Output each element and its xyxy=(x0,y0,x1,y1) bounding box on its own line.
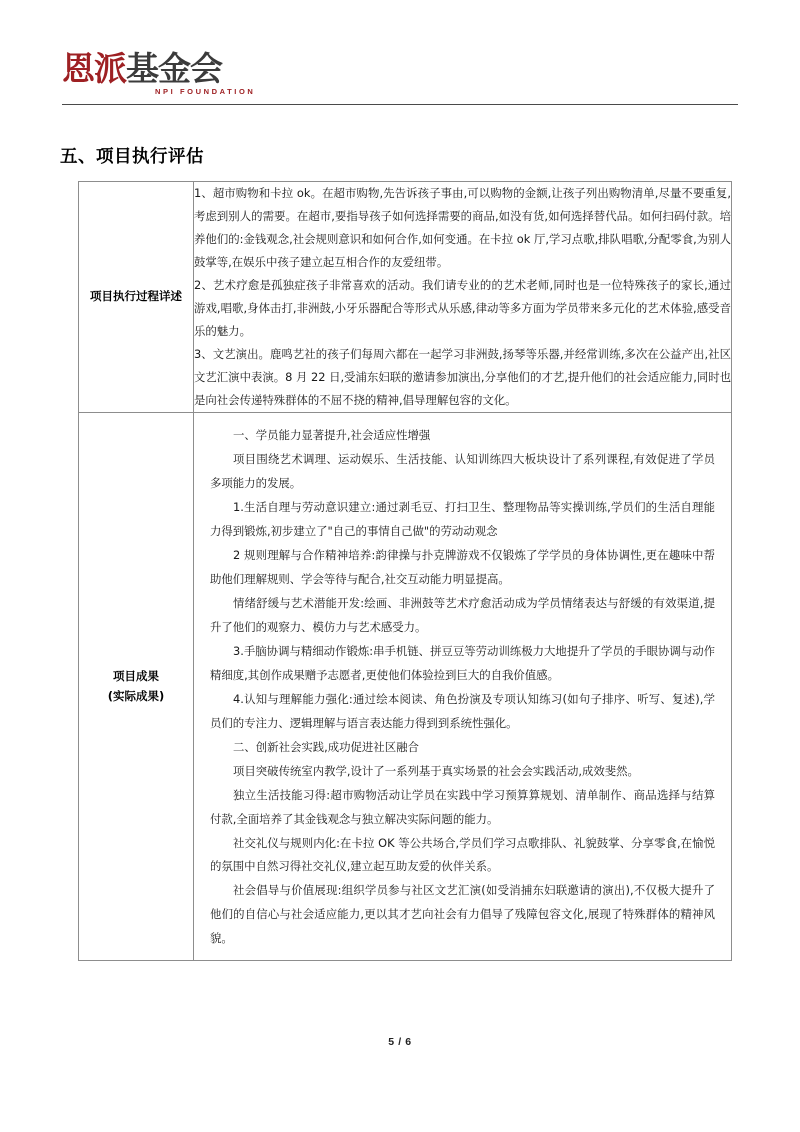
page-header xyxy=(62,50,738,96)
paragraph: 2 规则理解与合作精神培养:韵律操与扑克牌游戏不仅锻炼了学学员的身体协调性,更在趣味中帮助他们理解规则、学会等待与配合,社交互动能力明显提高。 xyxy=(210,548,715,587)
row-label-text xyxy=(79,663,193,710)
paragraph: 3、文艺演出。鹿鸣艺社的孩子们每周六都在一起学习非洲鼓,扬琴等乐器,并经常训练,多次在公益产出,社区文艺汇演中表演。8 月 22 日,受浦东妇联的邀请参加演出,分享他们的才艺,提升他们的社会适应能力,同时也是向社会传递特殊群体的不屈不挠的精神,倡导理解包容的文化。 xyxy=(194,347,731,408)
row-content-process xyxy=(194,182,732,413)
paragraph: 3.手脑协调与精细动作锻炼:串手机链、拼豆豆等劳动训练极力大地提升了学员的手眼协调与动作精细度,其创作成果赠予志愿者,更使他们体验捡到巨大的自我价值感。 xyxy=(210,643,715,682)
paragraph: 情绪舒缓与艺术潜能开发:绘画、非洲鼓等艺术疗愈活动成为学员情绪表达与舒缓的有效渠道,提升了他们的观察力、模仿力与艺术感受力。 xyxy=(210,595,715,634)
paragraph-heading-2: 二、创新社会实践,成功促进社区融合 xyxy=(233,739,419,754)
logo-subtitle: NPI FOUNDATION xyxy=(155,87,256,96)
paragraph: 独立生活技能习得:超市购物活动让学员在实践中学习预算算规划、清单制作、商品选择与结算付款,全面培养了其金钱观念与独立解决实际问题的能力。 xyxy=(210,787,715,826)
logo-text-dark: 基金会 xyxy=(126,49,222,88)
paragraph: 社会倡导与价值展现:组织学员参与社区文艺汇演(如受消捕东妇联邀请的演出),不仅极大提升了他们的自信心与社会适应能力,更以其才艺向社会有力倡导了残障包容文化,展现了特殊群体的精神风貌。 xyxy=(210,883,715,946)
row-label-line2: (实际成果) xyxy=(107,688,165,703)
paragraph: 1.生活自理与劳动意识建立:通过剥毛豆、打扫卫生、整理物品等实操训练,学员们的生活自理能力得到锻炼,初步建立了"自己的事情自己做"的劳动动观念 xyxy=(210,500,715,539)
row-label-process xyxy=(79,182,194,413)
row-label-line1: 项目成果 xyxy=(113,669,159,684)
paragraph: 4.认知与理解能力强化:通过绘本阅读、角色扮演及专项认知练习(如句子排序、听写、复述),学员们的专注力、逻辑理解与语言表达能力得到到系统性强化。 xyxy=(210,691,715,730)
paragraph: 2、艺术疗愈是孤独症孩子非常喜欢的活动。我们请专业的的艺术老师,同时也是一位特殊孩子的家长,通过游戏,唱歌,身体击打,非洲鼓,小牙乐器配合等形式从乐感,律动等多方面为学员带来多元化的艺术体验,感受音乐的魅力。 xyxy=(194,278,731,339)
paragraph: 社交礼仪与规则内化:在卡拉 OK 等公共场合,学员们学习点歌排队、礼貌鼓掌、分享零食,在愉悦的氛围中自然习得社交礼仪,建立起互助友爱的伙伴关系。 xyxy=(210,835,715,874)
page-footer xyxy=(0,1036,800,1048)
row-label-results xyxy=(79,413,194,961)
row-content-results xyxy=(194,413,732,961)
row-label-text: 项目执行过程详述 xyxy=(90,289,182,304)
npi-foundation-logo xyxy=(62,50,738,96)
paragraph: 项目围绕艺术调理、运动娱乐、生活技能、认知训练四大板块设计了系列课程,有效促进了学员多项能力的发展。 xyxy=(210,452,715,491)
paragraph: 项目突破传统室内教学,设计了一系列基于真实场景的社会会实践活动,成效斐然。 xyxy=(233,763,639,778)
logo-chinese-name xyxy=(62,49,255,88)
page-number: 5 / 6 xyxy=(388,1036,412,1048)
header-divider xyxy=(62,104,738,105)
paragraph: 1、超市购物和卡拉 ok。在超市购物,先告诉孩子事由,可以购物的金额,让孩子列出购物清单,尽量不要重复,考虑到别人的需要。在超市,要指导孩子如何选择需要的商品,如没有货,如何选择替代品。如何扫码付款。培养他们的:金钱观念,社会规则意识和如何合作,如何变通。在卡拉 ok 厅,学习点歌,排队唱歌,分配零食,为别人鼓掌等,在娱乐中孩子建立起互相合作的友爱纽带。 xyxy=(194,186,731,270)
page-title: 五、项目执行评估 xyxy=(60,147,204,167)
table-row xyxy=(79,182,732,413)
logo-text-red: 恩派 xyxy=(62,49,126,88)
project-evaluation-table xyxy=(78,181,732,961)
table-row xyxy=(79,413,732,961)
logo-wordmark xyxy=(62,49,256,96)
paragraph-heading-1: 一、学员能力显著提升,社会适应性增强 xyxy=(233,428,431,443)
